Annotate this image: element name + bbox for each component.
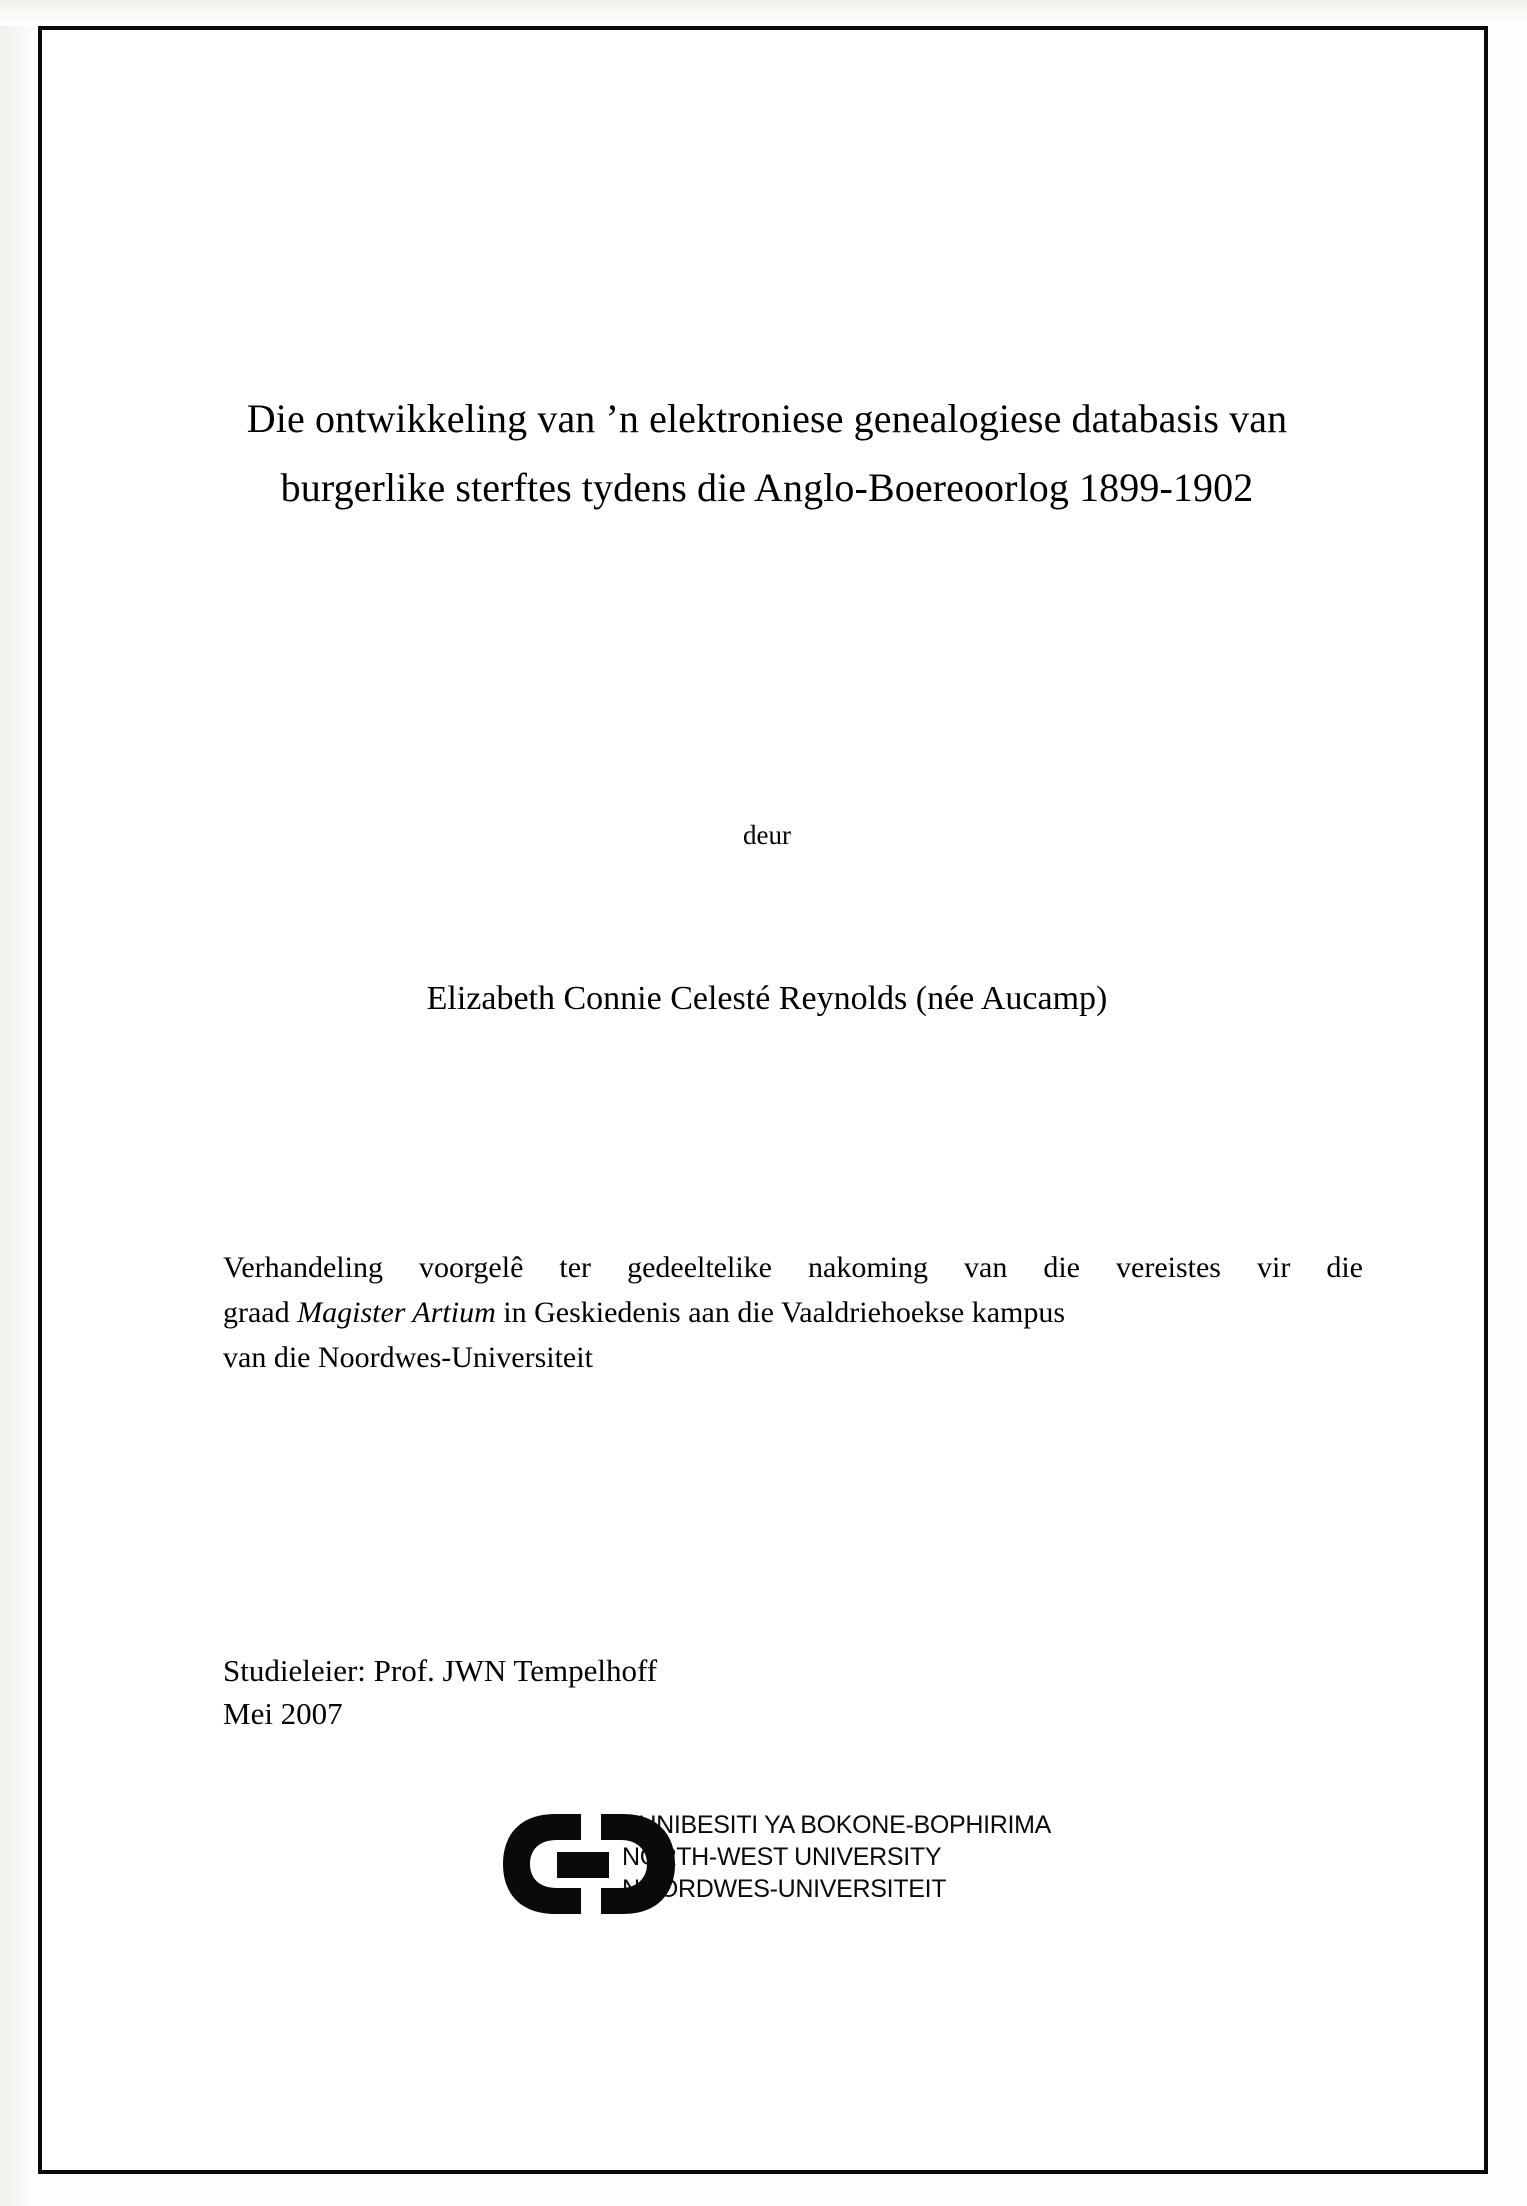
university-logo [497,1800,1117,1930]
author-name: Elizabeth Connie Celesté Reynolds (née Aucamp) [426,980,1108,1017]
logo-text-line-1: YUNIBESITI YA BOKONE-BOPHIRIMA [622,1811,1052,1839]
scan-edge-left [0,0,38,2206]
supervisor-line: Studieleier: Prof. JWN Tempelhoff [223,1653,658,1688]
title-line-1: Die ontwikkeling van ’n elektroniese genealogiese databasis van [246,396,1288,441]
university-logo-text [622,1810,1051,1905]
page-title [192,385,1342,523]
degree-statement-line-2-prefix: graad [223,1296,298,1329]
degree-name-italic: Magister Artium [297,1296,496,1329]
title-page-content [42,30,1484,2170]
logo-text-line-3: NOORDWES-UNIVERSITEIT [622,1874,947,1903]
degree-statement-line-2-suffix: in Geskiedenis aan die Vaaldriehoekse kampus [495,1296,1066,1329]
title-line-2: burgerlike sterftes tydens die Anglo-Boereoorlog 1899-1902 [280,464,1254,510]
scan-edge-top [0,0,1527,26]
by-label: deur [743,820,791,850]
logo-text-line-2: NORTH-WEST UNIVERSITY [622,1842,942,1871]
degree-statement-line-3: van die Noordwes-Universiteit [223,1341,593,1374]
degree-statement-line-1: Verhandeling voorgelê ter gedeeltelike nakoming van die vereistes vir die [223,1251,1363,1284]
date-line: Mei 2007 [223,1695,343,1731]
page-border-frame [38,26,1488,2174]
supervisor-block [223,1650,657,1736]
degree-statement-line-2 [223,1290,1363,1335]
degree-statement [223,1245,1363,1380]
